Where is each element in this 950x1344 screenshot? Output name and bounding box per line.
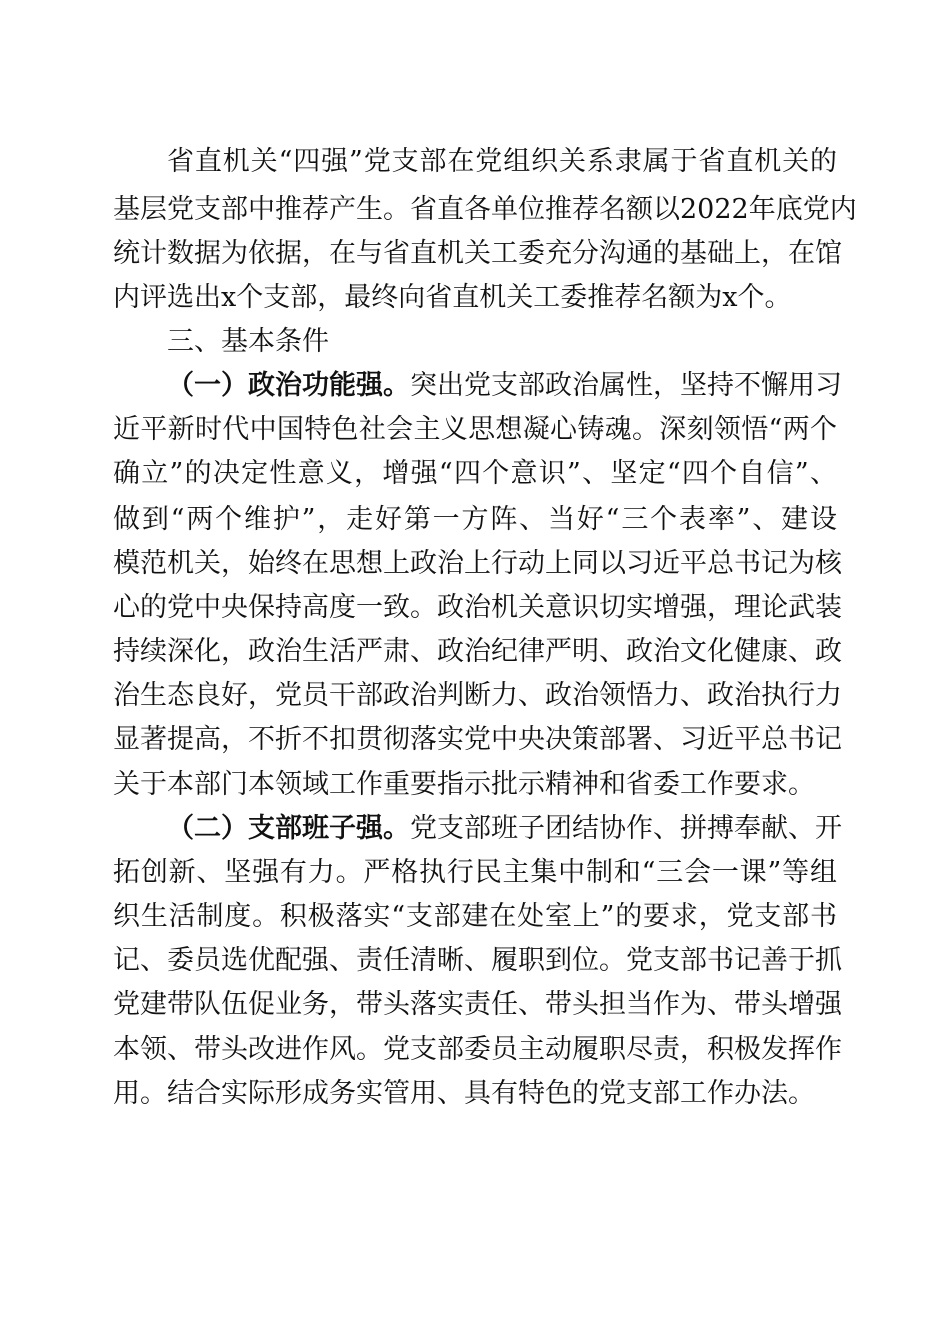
paragraph-line: 记、委员选优配强、责任清晰、履职到位。党支部书记善于抓: [113, 945, 842, 976]
paragraph-line: 确立”的决定性意义，增强“四个意识”、坚定“四个自信”、: [113, 458, 837, 489]
item-first-line: [167, 366, 842, 406]
item-first-line: [167, 809, 842, 849]
item-title: （一）政治功能强。: [167, 370, 410, 401]
paragraph-line: 心的党中央保持高度一致。政治机关意识切实增强，理论武装: [113, 592, 842, 623]
paragraph-line: 省直机关“四强”党支部在党组织关系隶属于省直机关的: [167, 146, 837, 177]
paragraph-line: 显著提高，不折不扣贯彻落实党中央决策部署、习近平总书记: [113, 724, 842, 755]
paragraph-line: 内评选出x个支部，最终向省直机关工委推荐名额为x个。: [113, 282, 792, 313]
paragraph-line: 关于本部门本领域工作重要指示批示精神和省委工作要求。: [113, 769, 815, 800]
paragraph-line: 本领、带头改进作风。党支部委员主动履职尽责，积极发挥作: [113, 1034, 842, 1065]
paragraph-line: 拓创新、坚强有力。严格执行民主集中制和“三会一课”等组: [113, 857, 837, 888]
item-text: 党支部班子团结协作、拼搏奉献、开: [410, 813, 842, 844]
paragraph-line: 统计数据为依据，在与省直机关工委充分沟通的基础上，在馆: [113, 238, 842, 269]
paragraph-line: 用。结合实际形成务实管用、具有特色的党支部工作办法。: [113, 1078, 815, 1109]
paragraph-line: 近平新时代中国特色社会主义思想凝心铸魂。深刻领悟“两个: [113, 414, 837, 445]
paragraph-line: 持续深化，政治生活严肃、政治纪律严明、政治文化健康、政: [113, 636, 842, 667]
paragraph-line: 基层党支部中推荐产生。省直各单位推荐名额以2022年底党内: [113, 194, 857, 225]
paragraph-line: 治生态良好，党员干部政治判断力、政治领悟力、政治执行力: [113, 680, 842, 711]
item-text: 突出党支部政治属性，坚持不懈用习: [410, 370, 842, 401]
item-title: （二）支部班子强。: [167, 813, 410, 844]
paragraph-line: 织生活制度。积极落实“支部建在处室上”的要求，党支部书: [113, 901, 837, 932]
paragraph-line: 模范机关，始终在思想上政治上行动上同以习近平总书记为核: [113, 548, 842, 579]
paragraph-line: 做到“两个维护”，走好第一方阵、当好“三个表率”、建设: [113, 504, 837, 535]
section-heading: 三、基本条件: [167, 326, 329, 357]
paragraph-line: 党建带队伍促业务，带头落实责任、带头担当作为、带头增强: [113, 989, 842, 1020]
